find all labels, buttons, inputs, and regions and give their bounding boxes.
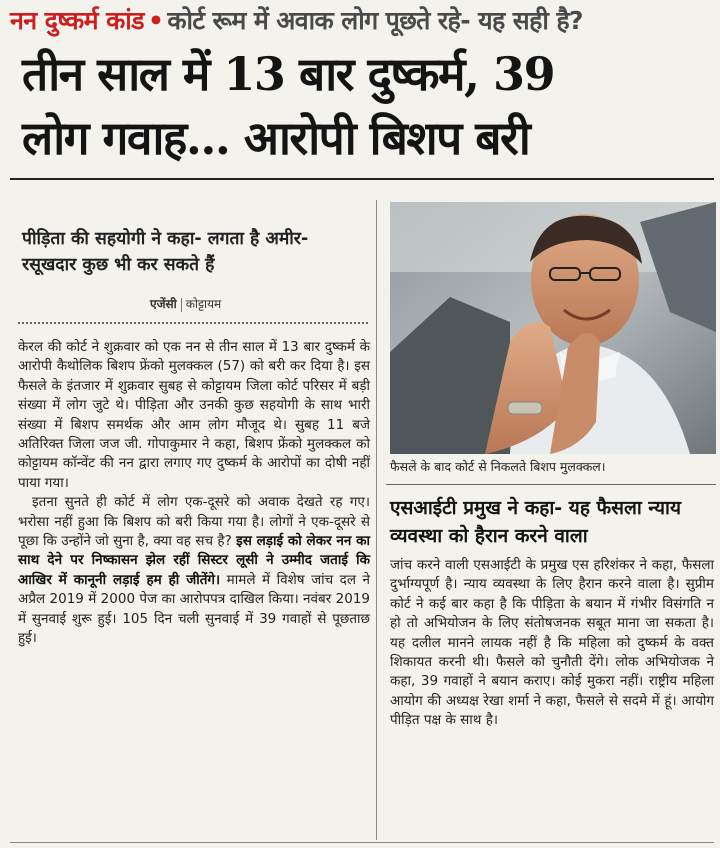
paragraph-2: [18, 493, 370, 648]
article-body-left: [18, 338, 370, 649]
kicker: [10, 4, 716, 38]
dotted-divider: [18, 322, 368, 324]
paragraph-2-end: मामले में विशेष जांच दल ने अप्रैल 2019 में 2000 पेज का आरोपपत्र दाखिल किया। नवंबर 2019 में सुनवाई शुरू हुई। 105 दिन चली सुनवाई में 39 गवाहों से पूछताछ हुई।: [18, 571, 370, 647]
headline-rule: [10, 178, 714, 180]
byline: [150, 295, 221, 312]
byline-place: कोट्टायम: [185, 297, 222, 311]
subhead: पीड़िता की सहयोगी ने कहा- लगता है अमीर-रसूखदार कुछ भी कर सकते हैं: [22, 229, 309, 275]
bishop-photo-illustration: [390, 202, 716, 454]
sit-subhead: एसआईटी प्रमुख ने कहा- यह फैसला न्याय व्यवस्था को हैरान करने वाला: [390, 497, 682, 547]
headline-line-2: लोग गवाह... आरोपी बिशप बरी: [22, 111, 530, 165]
byline-agency: एजेंसी: [150, 297, 177, 311]
kicker-separator: •: [147, 6, 164, 35]
paragraph-2-bold: इस लड़ाई को लेकर नन का साथ देने पर निष्कासन झेल रहीं सिस्टर लूसी ने उम्मीद जताई कि आखिर में कानूनी लड़ाई हम ही जीतेंगे।: [18, 533, 371, 588]
column-divider: [376, 200, 377, 840]
headline: [22, 42, 718, 170]
kicker-section: नन दुष्कर्म कांड: [10, 6, 144, 35]
kicker-text: कोर्ट रूम में अवाक लोग पूछते रहे- यह सही है?: [167, 6, 583, 35]
bishop-photo: [390, 202, 716, 454]
photo-caption: फैसले के बाद कोर्ट से निकलते बिशप मुलक्कल।: [390, 459, 606, 474]
bottom-rule: [10, 842, 714, 843]
article-body-right: जांच करने वाली एसआईटी के प्रमुख एस हरिशंकर ने कहा, फैसला दुर्भाग्यपूर्ण है। न्याय व्यवस्था के लिए हैरान करने वाला है। सुप्रीम कोर्ट ने कई बार कहा है कि पीड़िता के बयान में गंभीर विसंगति न हो तो अभियोजन के लिए संतोषजनक सबूत माना जा सकता है। यह दलील मानने लायक नहीं है कि महिला को दुष्कर्म के वक्त शिकायत करनी थी। फैसले को चुनौती देंगे। लोक अभियोजक ने कहा, 39 गवाहों ने बयान कराए। कोई मुकरा नहीं। राष्ट्रीय महिला आयोग की अध्यक्ष रेखा शर्मा ने कहा, फैसले से सदमे में हूं। आयोग पीड़ित पक्ष के साथ है।: [390, 557, 714, 729]
byline-divider: [181, 298, 182, 312]
paragraph-2-start: इतना सुनते ही कोर्ट में लोग एक-दूसरे को अवाक देखते रह गए। भरोसा नहीं हुआ कि बिशप को बरी किया गया है। लोगों ने एक-दूसरे से पूछा कि उन्होंने जो सुना है, क्या वह सच है?: [18, 494, 370, 550]
paragraph-1: केरल की कोर्ट ने शुक्रवार को एक नन से तीन साल में 13 बार दुष्कर्म के आरोपी कैथोलिक बिशप फ्रेंको मुलक्कल (57) को बरी कर दिया है। इस फैसले के इंतजार में शुक्रवार सुबह से कोट्टायम जिला कोर्ट परिसर में बड़ी संख्या में लोग जुटे थे। पीड़िता और उनकी कुछ सहयोगी के साथ भारी संख्या में बिशप समर्थक और आम लोग मौजूद थे। सुबह 11 बजे अतिरिक्त जिला जज जी. गोपाकुमार ने कहा, बिशप फ्रेंको मुलक्कल को कोट्टायम कॉन्वेंट की नन द्वारा लगाए गए दुष्कर्म के आरोपों का दोषी नहीं पाया गया।: [18, 339, 370, 491]
headline-line-1: तीन साल में 13 बार दुष्कर्म, 39: [22, 47, 555, 101]
caption-rule: [386, 484, 716, 485]
